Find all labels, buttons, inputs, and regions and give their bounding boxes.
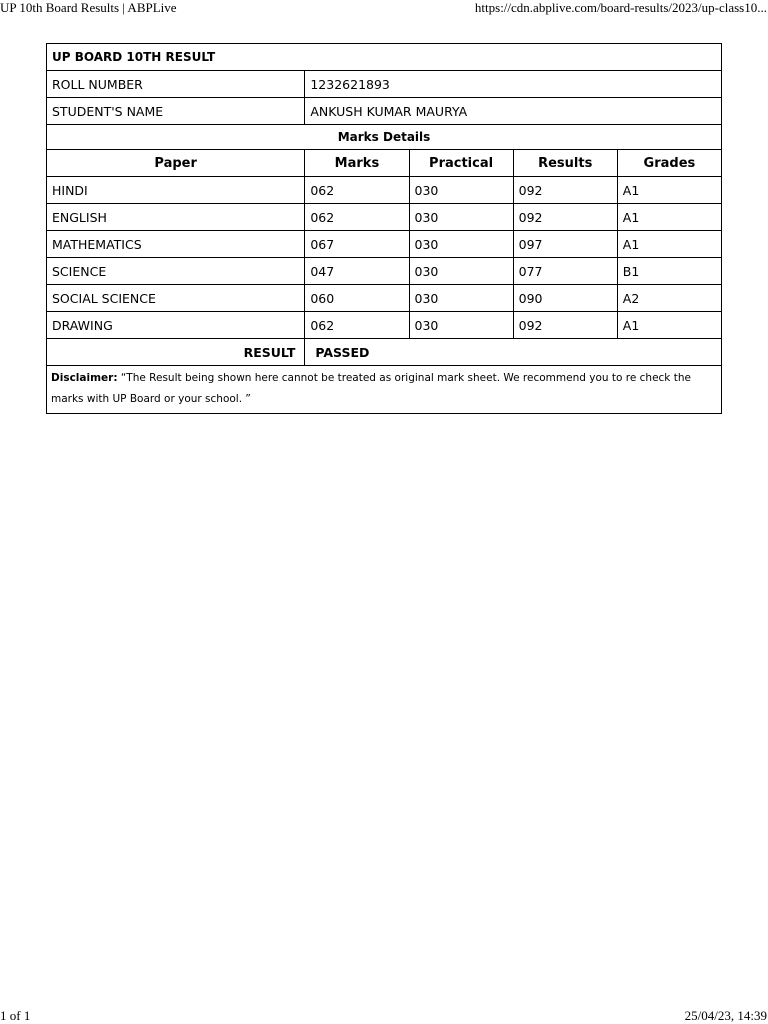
paper-cell: SOCIAL SCIENCE — [47, 285, 305, 312]
disclaimer — [47, 366, 722, 414]
disclaimer-text: “The Result being shown here cannot be treated as original mark sheet. We recommend you to re check the marks with UP Board or your school. ” — [51, 372, 691, 405]
roll-number-label: ROLL NUMBER — [47, 71, 305, 98]
grade-cell: A1 — [617, 177, 721, 204]
results-cell: 092 — [513, 312, 617, 339]
column-header-results: Results — [513, 150, 617, 177]
paper-cell: ENGLISH — [47, 204, 305, 231]
marks-cell: 060 — [305, 285, 409, 312]
marks-cell: 062 — [305, 204, 409, 231]
result-status: PASSED — [305, 339, 722, 366]
table-row — [47, 258, 722, 285]
paper-cell: HINDI — [47, 177, 305, 204]
practical-cell: 030 — [409, 285, 513, 312]
print-header — [0, 0, 768, 16]
paper-cell: SCIENCE — [47, 258, 305, 285]
results-cell: 092 — [513, 204, 617, 231]
column-header-practical: Practical — [409, 150, 513, 177]
table-row — [47, 312, 722, 339]
marks-cell: 047 — [305, 258, 409, 285]
grade-cell: A2 — [617, 285, 721, 312]
print-footer — [0, 1008, 768, 1024]
marks-cell: 062 — [305, 177, 409, 204]
marks-cell: 067 — [305, 231, 409, 258]
marks-cell: 062 — [305, 312, 409, 339]
practical-cell: 030 — [409, 312, 513, 339]
disclaimer-label: Disclaimer: — [51, 372, 118, 384]
marks-details-heading: Marks Details — [47, 125, 722, 150]
column-header-grades: Grades — [617, 150, 721, 177]
practical-cell: 030 — [409, 231, 513, 258]
roll-number-row — [47, 71, 722, 98]
table-row — [47, 204, 722, 231]
practical-cell: 030 — [409, 177, 513, 204]
student-name-label: STUDENT'S NAME — [47, 98, 305, 125]
result-label: RESULT — [47, 339, 305, 366]
page-title: UP 10th Board Results | ABPLive — [0, 0, 177, 15]
marks-details-row — [47, 125, 722, 150]
result-row — [47, 339, 722, 366]
column-header-paper: Paper — [47, 150, 305, 177]
results-cell: 077 — [513, 258, 617, 285]
results-cell: 090 — [513, 285, 617, 312]
grade-cell: A1 — [617, 231, 721, 258]
roll-number-value: 1232621893 — [305, 71, 722, 98]
result-table — [46, 43, 722, 414]
table-row — [47, 177, 722, 204]
column-header-row — [47, 150, 722, 177]
table-row — [47, 231, 722, 258]
title-row — [47, 44, 722, 71]
print-datetime: 25/04/23, 14:39 — [684, 1008, 767, 1023]
table-row — [47, 285, 722, 312]
result-title: UP BOARD 10TH RESULT — [47, 44, 722, 71]
grade-cell: B1 — [617, 258, 721, 285]
disclaimer-row — [47, 366, 722, 414]
student-name-value: ANKUSH KUMAR MAURYA — [305, 98, 722, 125]
paper-cell: DRAWING — [47, 312, 305, 339]
grade-cell: A1 — [617, 312, 721, 339]
student-name-row — [47, 98, 722, 125]
results-cell: 092 — [513, 177, 617, 204]
column-header-marks: Marks — [305, 150, 409, 177]
practical-cell: 030 — [409, 258, 513, 285]
page-url: https://cdn.abplive.com/board-results/2023/up-class10... — [474, 0, 767, 15]
paper-cell: MATHEMATICS — [47, 231, 305, 258]
results-cell: 097 — [513, 231, 617, 258]
page-count: 1 of 1 — [0, 1008, 31, 1023]
practical-cell: 030 — [409, 204, 513, 231]
grade-cell: A1 — [617, 204, 721, 231]
